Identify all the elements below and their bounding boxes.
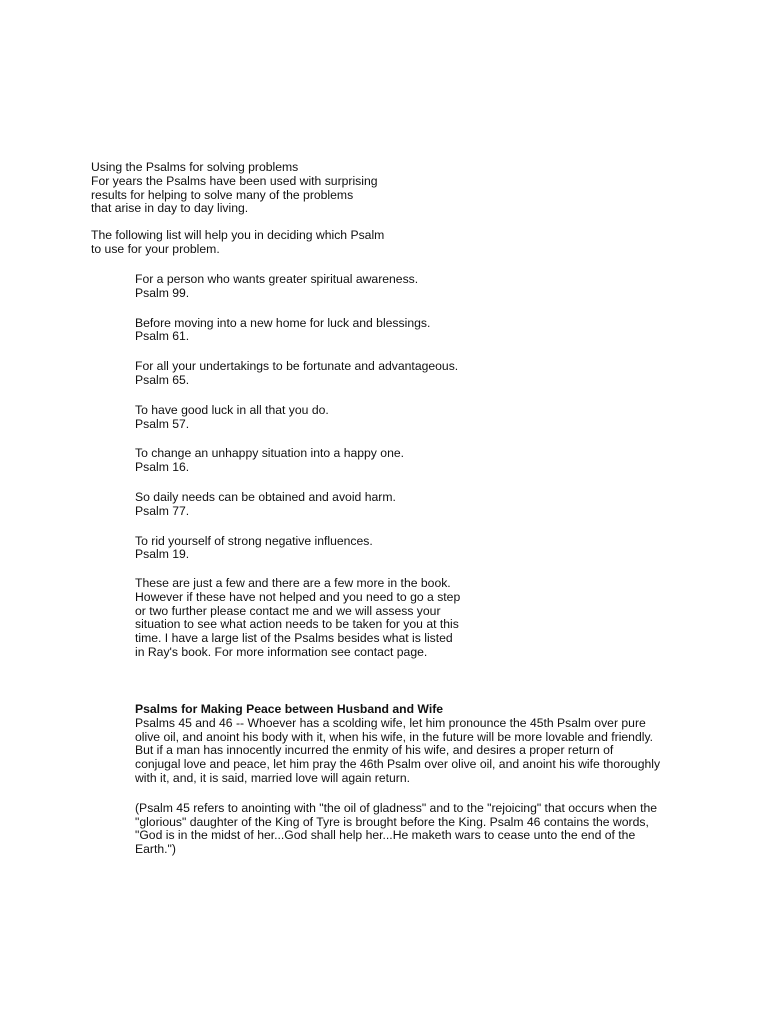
peace-note-line: "God is in the midst of her...God shall help her...He maketh wars to cease unto the end of the bbox=[135, 828, 636, 843]
psalm-list-item bbox=[135, 317, 458, 345]
psalm-reference: Psalm 57. bbox=[135, 416, 190, 431]
peace-body-line: But if a man has innocently incurred the enmity of his wife, and desires a proper return of bbox=[135, 743, 614, 758]
psalm-reference: Psalm 65. bbox=[135, 372, 190, 387]
psalm-purpose: To have good luck in all that you do. bbox=[135, 402, 329, 417]
psalm-list-item bbox=[135, 491, 458, 519]
psalm-purpose: So daily needs can be obtained and avoid harm. bbox=[135, 489, 396, 504]
psalm-purpose: To rid yourself of strong negative influences. bbox=[135, 533, 373, 548]
psalm-list-item bbox=[135, 273, 458, 301]
closing-line: However if these have not helped and you need to go a step bbox=[135, 589, 461, 604]
psalm-list-item bbox=[135, 447, 458, 475]
intro-title: Using the Psalms for solving problems bbox=[91, 160, 299, 174]
closing-paragraph bbox=[135, 577, 460, 660]
list-intro-line: to use for your problem. bbox=[91, 241, 220, 256]
closing-line: or two further please contact me and we will assess your bbox=[135, 603, 441, 618]
psalm-reference: Psalm 99. bbox=[135, 285, 190, 300]
psalm-reference: Psalm 19. bbox=[135, 547, 190, 562]
peace-body-line: with it, and, it is said, married love will again return. bbox=[135, 770, 411, 785]
psalm-purpose: For all your undertakings to be fortunate and advantageous. bbox=[135, 359, 459, 374]
peace-note-line: (Psalm 45 refers to anointing with "the oil of gladness" and to the "rejoicing" that occurs when the bbox=[135, 800, 658, 815]
intro-paragraph bbox=[91, 161, 378, 216]
peace-note-line: Earth.") bbox=[135, 842, 176, 857]
closing-line: situation to see what action needs to be taken for you at this bbox=[135, 617, 459, 632]
closing-line: in Ray's book. For more information see contact page. bbox=[135, 644, 428, 659]
psalm-list-item bbox=[135, 535, 458, 563]
intro-line: results for helping to solve many of the problems bbox=[91, 187, 354, 202]
section-heading: Psalms for Making Peace between Husband and Wife bbox=[135, 702, 444, 716]
psalm-reference: Psalm 61. bbox=[135, 329, 190, 344]
psalm-reference: Psalm 77. bbox=[135, 503, 190, 518]
peace-note-line: "glorious" daughter of the King of Tyre is brought before the King. Psalm 46 contains the words, bbox=[135, 814, 649, 829]
peace-body-line: Psalms 45 and 46 -- Whoever has a scolding wife, let him pronounce the 45th Psalm over pure bbox=[135, 715, 646, 730]
psalm-reference: Psalm 16. bbox=[135, 460, 190, 475]
peace-body-line: conjugal love and peace, let him pray the 46th Psalm over olive oil, and anoint his wife thoroughly bbox=[135, 757, 661, 772]
psalm-purpose: Before moving into a new home for luck and blessings. bbox=[135, 315, 431, 330]
closing-line: time. I have a large list of the Psalms besides what is listed bbox=[135, 631, 453, 646]
intro-line: that arise in day to day living. bbox=[91, 201, 249, 216]
peace-body bbox=[135, 717, 660, 786]
closing-line: These are just a few and there are a few more in the book. bbox=[135, 576, 451, 590]
psalm-purpose: To change an unhappy situation into a happy one. bbox=[135, 446, 405, 461]
psalm-list-item bbox=[135, 360, 458, 388]
psalm-list-item bbox=[135, 404, 458, 432]
peace-body-line: olive oil, and anoint his body with it, when his wife, in the future will be more lovable and friendly. bbox=[135, 729, 654, 744]
psalm-list bbox=[135, 273, 458, 578]
list-introduction bbox=[91, 229, 384, 257]
peace-note bbox=[135, 802, 660, 857]
list-intro-line: The following list will help you in deciding which Psalm bbox=[91, 228, 385, 242]
psalm-purpose: For a person who wants greater spiritual awareness. bbox=[135, 272, 419, 286]
peace-section bbox=[135, 703, 660, 857]
intro-line: For years the Psalms have been used with surprising bbox=[91, 173, 378, 188]
